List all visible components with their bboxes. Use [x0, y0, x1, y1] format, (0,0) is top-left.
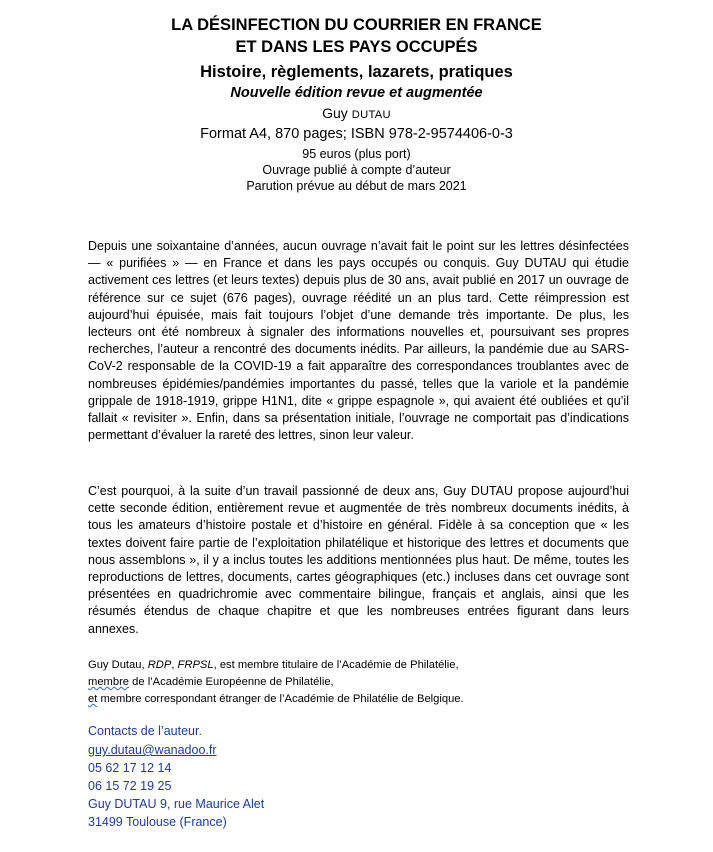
author-first-name: Guy	[322, 105, 348, 121]
spellcheck-word: membre	[88, 676, 130, 688]
bio-rdp: RDP	[147, 659, 172, 671]
bio-line-1	[88, 657, 459, 674]
format-isbn: Format A4, 870 pages; ISBN 978-2-9574406-0-3	[200, 126, 513, 142]
bio-line-2-text: de l’Académie Européenne de Philatélie,	[129, 676, 334, 688]
bio-membership: , est membre titulaire de l’Académie de Philatélie,	[213, 659, 459, 671]
email-link[interactable]: guy.dutau@wanadoo.fr	[88, 743, 217, 757]
price: 95 euros (plus port)	[302, 147, 411, 161]
bio-line-3	[88, 691, 464, 708]
phone-1: 05 62 17 12 14	[88, 761, 172, 775]
spellcheck-word: et	[88, 693, 98, 705]
phone-2: 06 15 72 19 25	[88, 779, 172, 793]
bio-name: Guy Dutau,	[88, 659, 148, 671]
title-line-1: LA DÉSINFECTION DU COURRIER EN FRANCE	[171, 16, 542, 34]
address-line-2: 31499 Toulouse (France)	[88, 815, 227, 829]
body-paragraph-1: Depuis une soixantaine d’années, aucun ouvrage n’avait fait le point sur les lettres désinfectées — « purifiées » — en France et dans les pays occupés ou conquis. Guy DUTAU qui étudie activement ces lettres (et leurs textes) depuis plus de 30 ans, avait publié en 2017 un ouvrage de référence sur ce sujet (676 pages), ouvrage réédité un an plus tard. Cette réimpression est aujourd’hui épuisée, mais fait toujours l’objet d’une demande très importante. De plus, les lecteurs ont été nombreux à signaler des informations nouvelles et, poursuivant ses propres recherches, l’auteur a rencontré des documents inédits. Par ailleurs, la pandémie due au SARS-CoV-2 responsable de la COVID-19 a fait apparaître des correspondances troublantes avec de nombreuses épidémies/pandémies importantes du passé, telles que la variole et la pandémie grippale de 1918-1919, grippe H1N1, dite « grippe espagnole », qui avaient été oubliées et qu’il fallait « revisiter ». Enfin, dans sa présentation initiale, l’ouvrage ne comportait pas d’indications permettant d’évaluer la rareté des lettres, sinon leur valeur.	[88, 239, 629, 443]
edition-note: Nouvelle édition revue et augmentée	[230, 85, 483, 101]
author-last-name: DUTAU	[351, 109, 391, 121]
email-row	[88, 741, 217, 759]
publication-note: Ouvrage publié à compte d’auteur	[262, 163, 451, 177]
contacts-heading: Contacts de l’auteur.	[88, 724, 202, 738]
bio-separator: ,	[171, 659, 178, 671]
bio-frpsl: FRPSL	[177, 659, 214, 671]
author-name	[0, 103, 713, 125]
release-date: Parution prévue au début de mars 2021	[246, 179, 467, 193]
body-paragraph-2: C’est pourquoi, à la suite d’un travail passionné de deux ans, Guy DUTAU propose aujourd’hui cette seconde édition, entièrement revue et augmentée de très nombreux documents inédits, à tous les amateurs d’histoire postale et d’histoire en général. Fidèle à sa conception que « les textes doivent faire partie de l’exploitation philatélique et historique des lettres et documents que nous assemblons », il y a inclus toutes les additions mentionnées plus haut. De même, toutes les reproductions de lettres, documents, cartes géographiques (etc.) incluses dans cet ouvrage sont présentées en quadrichromie avec commentaire bilingue, français et anglais, ainsi que les résumés étendus de chaque chapitre et que les nombreuses entrées figurant dans leurs annexes.	[88, 484, 629, 636]
title-line-2: ET DANS LES PAYS OCCUPÉS	[235, 38, 478, 56]
bio-line-2	[88, 674, 334, 691]
address-line-1: Guy DUTAU 9, rue Maurice Alet	[88, 797, 265, 811]
bio-line-3-text: membre correspondant étranger de l’Académie de Philatélie de Belgique.	[97, 693, 464, 705]
subtitle: Histoire, règlements, lazarets, pratiques	[200, 63, 513, 81]
